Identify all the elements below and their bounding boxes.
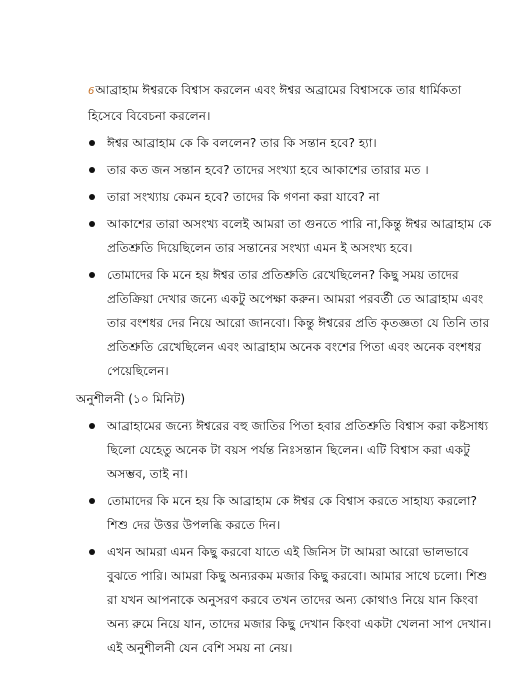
list-item <box>88 540 492 660</box>
list-item-text: তার কত জন সন্তান হবে? তাদের সংখ্যা হবে আকাশের তারার মত । <box>107 163 429 177</box>
bullet-dot-icon <box>89 423 95 429</box>
list-item-text: আকাশের তারা অসংখ্য বলেই আমরা তা গুনতে পারি না,কিন্তু ঈশ্বর আব্রাহাম কে প্রতিশ্রুতি দিয়েছিলেন তার সন্তানের সংখ্যা এমন ই অসংখ্য হবে। <box>107 217 492 255</box>
list-item <box>88 414 492 486</box>
list-item-text: ঈশ্বর আব্রাহাম কে কি বললেন? তার কি সন্তান হবে? হ্যা। <box>107 136 377 150</box>
list-item-text: এখন আমরা এমন কিছু করবো যাতে এই জিনিস টা আমরা আরো ভালভাবে বুঝতে পারি। আমরা কিছু অন্যরকম মজার কিছু করবো। আমার সাথে চলো। শিশু রা যখন আপনাকে অনুসরণ করবে তখন তাদের অন্য কোথাও নিয়ে যান কিংবা অন্য রুমে নিয়ে যান, তাদের মজার কিছু দেখান কিংবা একটা খেলনা সাপ দেখান। এই অনুশীলনী যেন বেশি সময় না নেয়। <box>107 545 492 655</box>
bullet-list-2 <box>88 414 492 660</box>
list-item-text: তোমাদের কি মনে হয় কি আব্রাহাম কে ঈশ্বর কে বিশ্বাস করতে সাহায্য করলো? শিশু দের উত্তর উপলব্ধি করতে দিন। <box>107 494 478 532</box>
bullet-dot-icon <box>89 140 95 146</box>
intro-text: আব্রাহাম ঈশ্বরকে বিশ্বাস করলেন এবং ঈশ্বর অব্রামের বিশ্বাসকে তার ধার্মিকতা হিসেবে বিবেচনা করলেন। <box>88 83 462 123</box>
activity-heading: অনুশীলনী (১০ মিনিট) <box>76 392 186 406</box>
list-item <box>88 185 492 209</box>
bullet-dot-icon <box>89 167 95 173</box>
bullet-dot-icon <box>89 549 95 555</box>
verse-number: 6 <box>88 86 95 97</box>
list-item <box>88 263 492 383</box>
intro-paragraph <box>88 78 492 128</box>
bullet-dot-icon <box>89 272 95 278</box>
bullet-dot-icon <box>89 194 95 200</box>
list-item <box>88 158 492 182</box>
bullet-dot-icon <box>89 221 95 227</box>
list-item <box>88 212 492 260</box>
list-item <box>88 489 492 537</box>
list-item-text: আব্রাহামের জন্যে ঈশ্বরের বহু জাতির পিতা হবার প্রতিশ্রুতি বিশ্বাস করা কষ্টসাধ্য ছিলো যেহেতু অনেক টা বয়স পর্যন্ত নিঃসন্তান ছিলেন। এটি বিশ্বাস করা একটু অসম্ভব, তাই না। <box>107 419 489 481</box>
list-item-text: তোমাদের কি মনে হয় ঈশ্বর তার প্রতিশ্রুতি রেখেছিলেন? কিছু সময় তাদের প্রতিক্রিয়া দেখার জন্যে একটু অপেক্ষা করুন। আমরা পরবর্তী তে আব্রাহাম এবং তার বংশধর দের নিয়ে আরো জানবো। কিন্তু ঈশ্বরের প্রতি কৃতজ্ঞতা যে তিনি তার প্রতিশ্রুতি রেখেছিলেন এবং আব্রাহাম অনেক বংশের পিতা এবং অনেক বংশধর পেয়েছিলেন। <box>107 268 490 378</box>
bullet-dot-icon <box>89 498 95 504</box>
list-item <box>88 131 492 155</box>
bullet-list-1 <box>88 131 492 383</box>
list-item-text: তারা সংখ্যায় কেমন হবে? তাদের কি গণনা করা যাবে? না <box>107 190 380 204</box>
